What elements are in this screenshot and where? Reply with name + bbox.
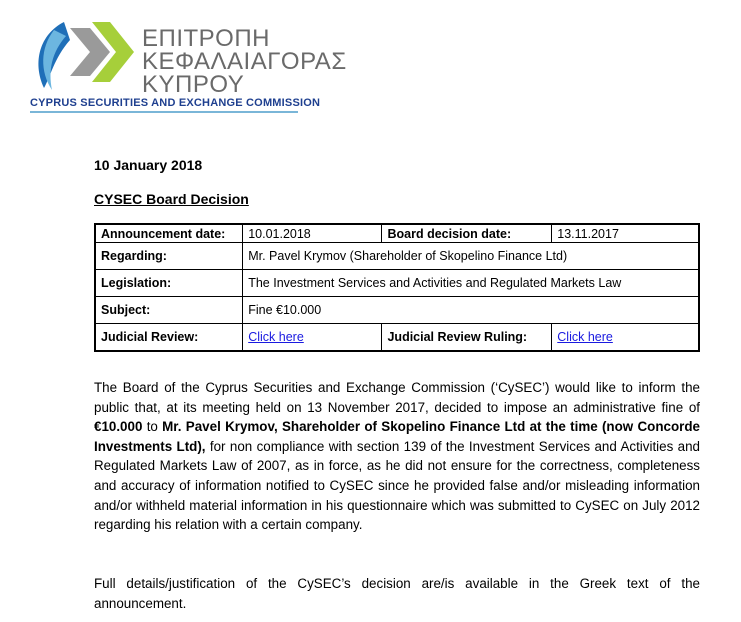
judicial-review-cell (243, 324, 382, 352)
p1-text-a: The Board of the Cyprus Securities and Exchange Commission (‘CySEC’) would like to inform the public that, at its meeting held on 13 November 2017, decided to impose an administrative fine of (94, 380, 700, 415)
table-row (95, 243, 699, 270)
logo-greek-line-1: ΕΠΙΤΡΟΠΗ (142, 25, 271, 52)
board-decision-date-value: 13.11.2017 (552, 224, 699, 243)
announcement-date: 10 January 2018 (94, 157, 203, 173)
logo-underline (30, 111, 298, 113)
p1-fine-amount: €10.000 (94, 419, 143, 435)
cysec-logo (30, 18, 347, 118)
announcement-date-label: Announcement date: (95, 224, 243, 243)
judicial-review-ruling-label: Judicial Review Ruling: (382, 324, 552, 352)
cysec-emblem-icon (30, 18, 140, 96)
judicial-review-label: Judicial Review: (95, 324, 243, 352)
logo-greek-name (142, 27, 347, 96)
logo-greek-line-2: ΚΕΦΑΛΑΙΑΓΟΡΑΣ (142, 48, 347, 75)
judicial-review-link[interactable]: Click here (248, 330, 304, 344)
body-paragraph-2: Full details/justification of the CySEC’s decision are/is available in the Greek text of the announcement. (94, 576, 700, 611)
table-row (95, 297, 699, 324)
table-row (95, 270, 699, 297)
body-paragraph-1 (94, 378, 700, 535)
p1-text-e: for non compliance with section 139 of the Investment Services and Activities and Regulated Markets Law of 2007, as in force, as he did not ensure for the correctness, completeness and accuracy of information notified to CySEC since he provided false and/or misleading information and/or withheld material information in his questionnaire which was submitted to CySEC on July 2012 regarding his relation with a certain company. (94, 438, 701, 533)
p1-text-c: to (142, 419, 163, 435)
judicial-review-ruling-link[interactable]: Click here (557, 330, 613, 344)
table-row (95, 324, 699, 352)
p1-party-name: Mr. Pavel Krymov, Shareholder of Skopelino Finance Ltd at the time (now Concorde Investments Ltd), (94, 419, 700, 454)
logo-english-name: CYPRUS SECURITIES AND EXCHANGE COMMISSION (30, 97, 321, 109)
decision-info-table (94, 223, 700, 352)
page-heading: CYSEC Board Decision (94, 191, 249, 207)
legislation-label: Legislation: (95, 270, 243, 297)
regarding-value: Mr. Pavel Krymov (Shareholder of Skopelino Finance Ltd) (243, 243, 699, 270)
announcement-date-value: 10.01.2018 (243, 224, 382, 243)
judicial-review-ruling-cell (552, 324, 699, 352)
legislation-value: The Investment Services and Activities and Regulated Markets Law (243, 270, 699, 297)
subject-value: Fine €10.000 (243, 297, 699, 324)
logo-greek-line-3: ΚΥΠΡΟΥ (142, 71, 245, 98)
regarding-label: Regarding: (95, 243, 243, 270)
board-decision-date-label: Board decision date: (382, 224, 552, 243)
table-row (95, 224, 699, 243)
subject-label: Subject: (95, 297, 243, 324)
